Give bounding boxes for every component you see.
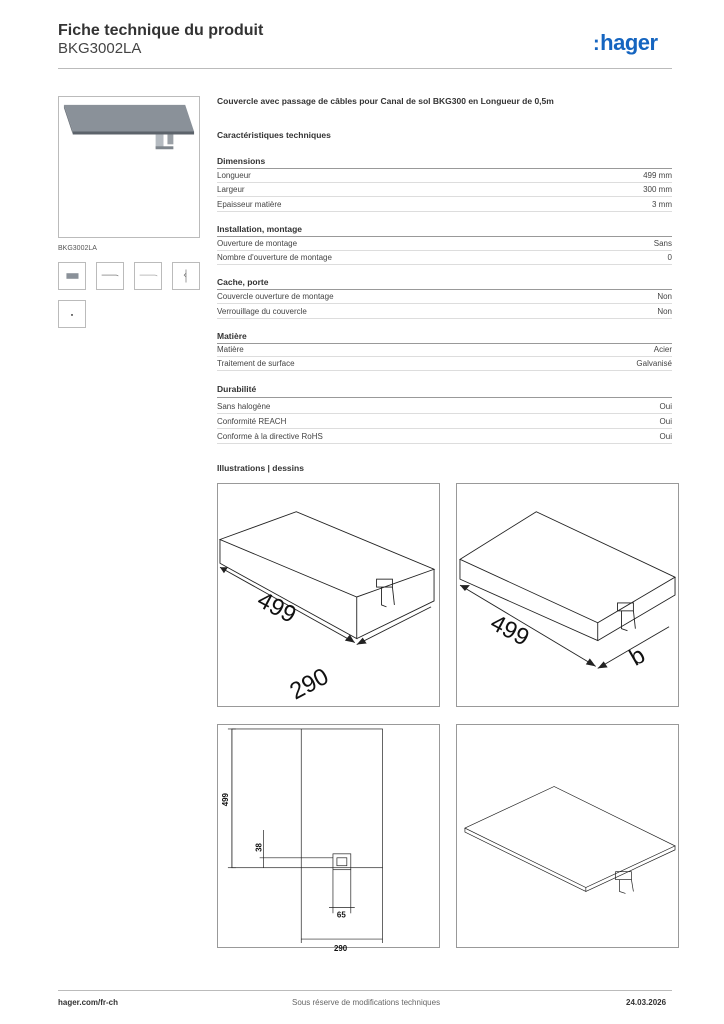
spec-label: Matière [217,345,244,354]
product-description: Couvercle avec passage de câbles pour Canal de sol BKG300 en Longueur de 0,5m [217,96,554,106]
spec-label: Epaisseur matière [217,200,282,209]
logo-dots-icon: : [593,33,600,55]
footer-divider [58,990,672,991]
spec-value: Non [657,307,672,316]
spec-value: Oui [659,432,672,441]
spec-value: Oui [659,402,672,411]
spec-row [217,198,672,212]
thumbnail-drawing-4[interactable] [58,300,86,328]
spec-value: 3 mm [652,200,672,209]
section-title-dimensions: Dimensions [217,156,266,166]
dim-length-label: 499 [220,793,230,807]
spec-label: Conforme à la directive RoHS [217,432,323,441]
spec-value: Oui [659,417,672,426]
spec-row [217,415,672,429]
spec-label: Conformité REACH [217,417,287,426]
spec-label: Traitement de surface [217,359,295,368]
spec-row [217,430,672,444]
perspective-drawing[interactable] [456,724,679,948]
spec-row [217,290,672,304]
footer-date: 24.03.2026 [626,998,667,1007]
image-caption: BKG3002LA [58,245,97,252]
spec-label: Nombre d'ouverture de montage [217,253,332,262]
page-title: Fiche technique du produit [58,22,264,39]
dimension-drawing-2[interactable] [456,483,679,707]
spec-row [217,305,672,319]
product-reference: BKG3002LA [58,40,142,57]
logo-text: hager [600,30,658,55]
spec-label: Ouverture de montage [217,239,298,248]
spec-label: Largeur [217,185,245,194]
dim-offset-label: 38 [254,843,264,852]
spec-row [217,183,672,197]
dim-width-label: b [624,641,650,672]
section-title-cache-porte: Cache, porte [217,277,269,287]
spec-value: Galvanisé [636,359,672,368]
spec-row [217,237,672,251]
footer-disclaimer: Sous réserve de modifications techniques [292,998,441,1007]
spec-row [217,343,672,357]
spec-label: Couvercle ouverture de montage [217,292,334,301]
spec-value: Acier [653,345,672,354]
dimension-drawing-3[interactable] [217,724,440,953]
thumbnail-drawing-2[interactable] [134,262,162,290]
thumbnail-drawing-3[interactable] [172,262,200,290]
spec-label: Longueur [217,171,251,180]
section-title-matiere: Matière [217,331,247,341]
section-title-durabilite: Durabilité [217,384,257,394]
header-divider [58,68,672,69]
dim-slot-label: 65 [336,910,346,920]
thumbnail-photo[interactable] [58,262,86,290]
spec-value: 300 mm [643,185,672,194]
illustrations-heading: Illustrations | dessins [217,463,304,473]
dim-width-label: 290 [285,662,334,706]
hager-logo[interactable] [593,30,658,56]
dim-width-label: 290 [333,943,348,953]
spec-value: 0 [667,253,672,262]
dim-length-label: 499 [485,609,534,652]
spec-row [217,357,672,371]
product-image[interactable] [58,96,200,238]
section-divider [217,397,672,398]
spec-value: Non [657,292,672,301]
spec-value: Sans [653,239,672,248]
spec-row [217,169,672,183]
section-title-installation: Installation, montage [217,224,303,234]
footer-website-link[interactable]: hager.com/fr-ch [58,998,119,1007]
spec-value: 499 mm [643,171,672,180]
spec-label: Verrouillage du couvercle [217,307,307,316]
specs-heading: Caractéristiques techniques [217,130,331,140]
dimension-drawing-1[interactable] [217,483,440,707]
spec-row [217,400,672,414]
thumbnail-drawing-1[interactable] [96,262,124,290]
dim-length-label: 499 [252,586,301,629]
spec-row [217,251,672,265]
spec-label: Sans halogène [217,402,271,411]
